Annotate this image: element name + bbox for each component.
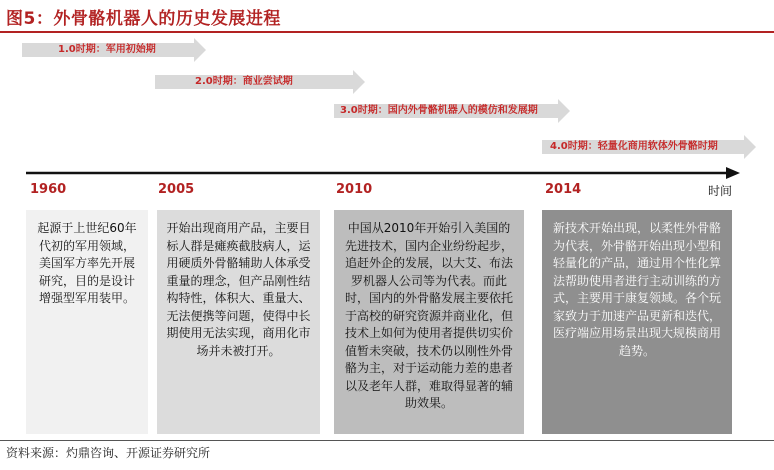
timeline-axis-label: 时间 xyxy=(708,184,733,198)
phase-label-3: 3.0时期：国内外骨骼机器人的模仿和发展期 xyxy=(340,105,538,116)
phase-label-2: 2.0时期：商业尝试期 xyxy=(195,76,293,87)
figure-title: 图5：外骨骼机器人的历史发展进程 xyxy=(6,9,281,29)
source-note: 资料来源：灼鼎咨询、开源证券研究所 xyxy=(6,446,211,460)
card-2005: 开始出现商用产品，主要目标人群是瘫痪截肢病人，运用硬质外骨骼辅助人体承受重量的理念，但产品刚性结构特性，体积大、重量大、无法便携等问题，使得中长期使用无法实现，商用化市场并未被打开。 xyxy=(157,210,320,434)
phase-arrow-3 xyxy=(334,99,570,123)
year-2014: 2014 xyxy=(545,182,582,197)
timeline-arrowhead xyxy=(726,167,740,179)
title-divider xyxy=(0,31,774,33)
year-2010: 2010 xyxy=(336,182,373,197)
phase-label-4: 4.0时期：轻量化商用软体外骨骼时期 xyxy=(550,141,718,152)
card-2010: 中国从2010年开始引入美国的先进技术，国内企业纷纷起步，追赶外企的发展，以大艾、布法罗机器人公司等为代表。而此时，国内的外骨骼发展主要依托于高校的研究资源并商业化，但技术上如何为使用者提供切实价值暂未突破，技术仍以刚性外骨骼为主，对于运动能力差的患者以及老年人群，难取得显著的辅助效果。 xyxy=(334,210,524,434)
year-2005: 2005 xyxy=(158,182,195,197)
phase-arrow-2 xyxy=(155,70,365,94)
phase-arrow-4 xyxy=(542,135,756,159)
phase-label-1: 1.0时期：军用初始期 xyxy=(58,44,156,55)
phase-arrow-1 xyxy=(22,38,206,62)
timeline-axis xyxy=(0,166,774,180)
year-1960: 1960 xyxy=(30,182,67,197)
card-1960: 起源于上世纪60年代初的军用领域，美国军方率先开展研究，目的是设计增强型军用装甲。 xyxy=(26,210,148,434)
source-divider xyxy=(0,440,774,441)
card-2014: 新技术开始出现，以柔性外骨骼为代表，外骨骼开始出现小型和轻量化的产品，通过用个性化算法帮助使用者进行主动训练的方式，主要用于康复领域。各个玩家致力于加速产品更新和迭代，医疗端应用场景出现大规模商用趋势。 xyxy=(542,210,732,434)
